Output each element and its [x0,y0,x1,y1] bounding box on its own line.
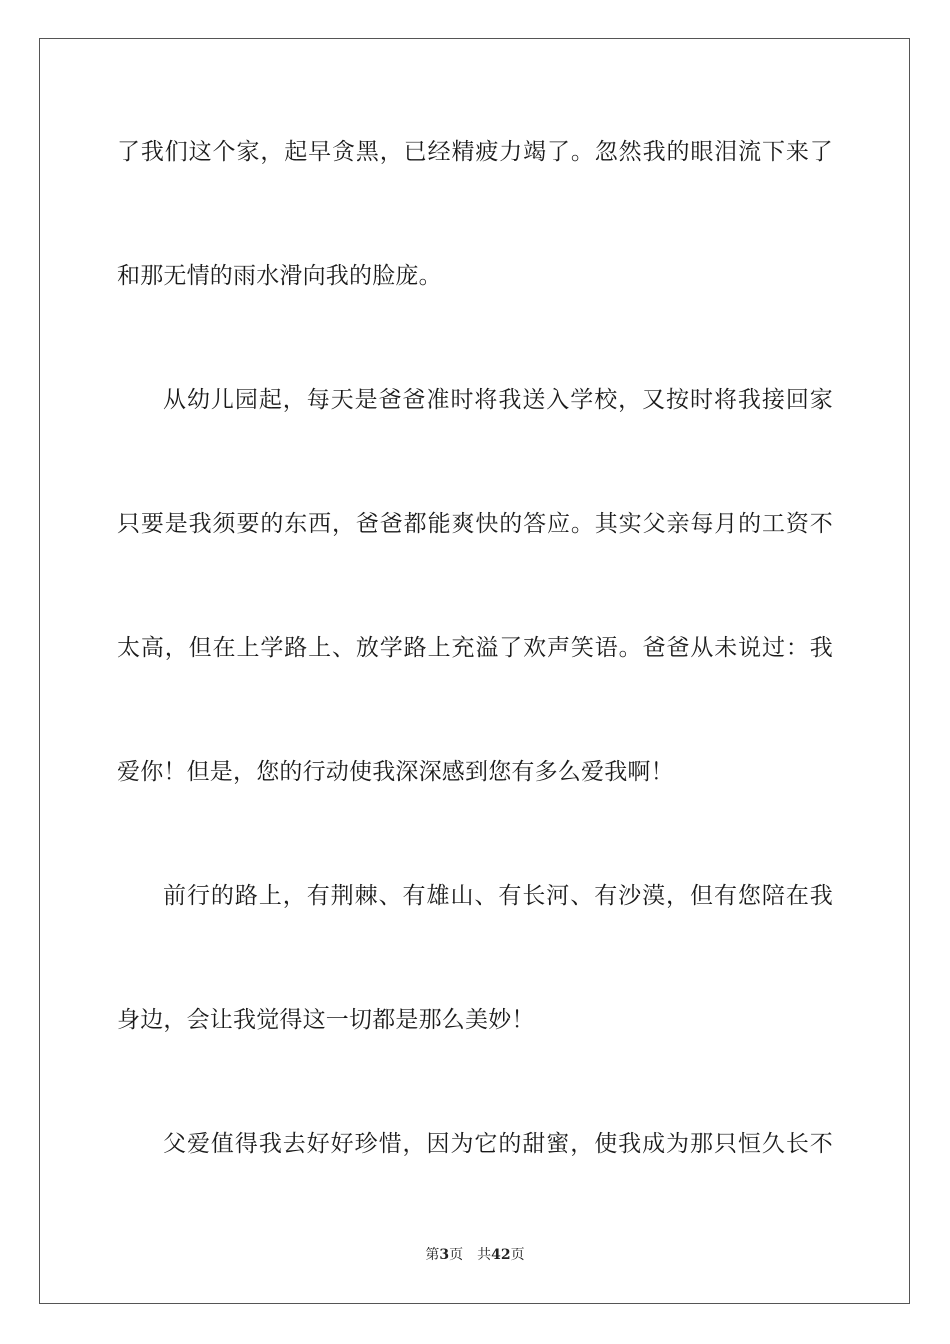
page-prefix: 第 [425,1247,440,1263]
page-suffix: 页 [449,1247,464,1263]
paragraph-line-1: 了我们这个家，起早贪黑，已经精疲力竭了。忽然我的眼泪流下来了 [117,139,833,165]
paragraph-line-9: 父爱值得我去好好珍惜，因为它的甜蜜，使我成为那只恒久长不 [163,1131,833,1157]
page-frame [39,38,910,1304]
page-number: 3 [439,1247,450,1263]
total-suffix: 页 [510,1247,525,1263]
paragraph-line-4: 只要是我须要的东西，爸爸都能爽快的答应。其实父亲每月的工资不 [117,511,833,537]
paragraph-line-5: 太高，但在上学路上、放学路上充溢了欢声笑语。爸爸从未说过：我 [117,635,833,661]
paragraph-line-2: 和那无情的雨水滑向我的脸庞。 [117,263,442,289]
total-prefix: 共 [477,1247,492,1263]
paragraph-line-7: 前行的路上，有荆棘、有雄山、有长河、有沙漠，但有您陪在我 [163,883,833,909]
total-pages: 42 [491,1247,511,1263]
paragraph-line-3: 从幼儿园起，每天是爸爸准时将我送入学校，又按时将我接回家 [163,387,833,413]
paragraph-line-6: 爱你！但是，您的行动使我深深感到您有多么爱我啊！ [117,759,674,785]
paragraph-line-8: 身边，会让我觉得这一切都是那么美妙！ [117,1007,535,1033]
page-footer [0,1245,950,1265]
